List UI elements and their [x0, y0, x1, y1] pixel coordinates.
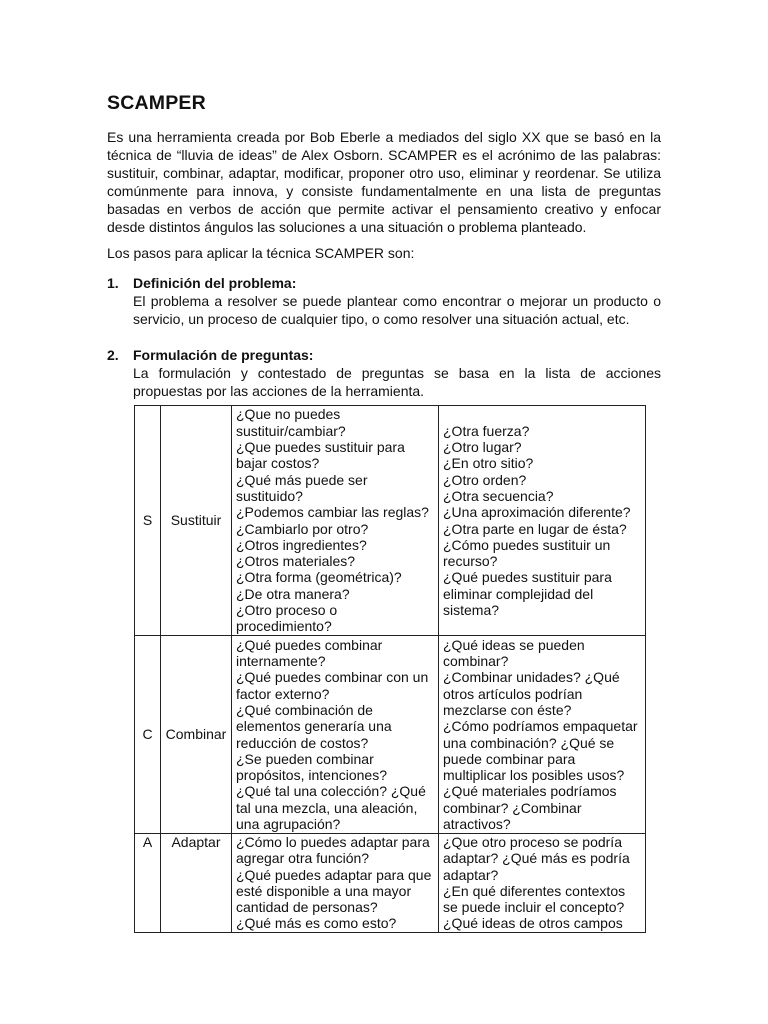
question: ¿Cómo lo puedes adaptar para agregar otra función?	[236, 834, 430, 867]
question: ¿Una aproximación diferente?	[443, 504, 631, 521]
question: ¿Que no puedes sustituir/cambiar?	[236, 406, 346, 439]
questions-column-b	[439, 834, 646, 933]
row-letter: A	[135, 834, 161, 933]
document-page	[107, 90, 661, 400]
question: ¿Que otro proceso se podría adaptar? ¿Qué más es podría adaptar?	[443, 834, 630, 883]
row-verb: Combinar	[161, 636, 232, 834]
step-number: 2.	[107, 347, 119, 363]
intro-paragraph: Es una herramienta creada por Bob Eberle a mediados del siglo XX que se basó en la técnica de “lluvia de ideas” de Alex Osborn. SCAMPER es el acrónimo de las palabras: sustituir, combinar, adaptar, modificar, proponer otro uso, eliminar y reordenar. Se utiliza comúnmente para innova, y consiste fundamentalmente en una lista de preguntas basadas en verbos de acción que permite activar el pensamiento creativo y enfocar desde distintos ángulos las soluciones a una situación o problema planteado.	[107, 129, 661, 235]
row-verb: Sustituir	[161, 406, 232, 636]
question: ¿Otra forma (geométrica)?	[236, 569, 402, 586]
question: ¿Cómo podríamos empaquetar una combinación? ¿Qué se puede combinar para multiplicar los posibles usos?	[443, 718, 638, 784]
steps-lead: Los pasos para aplicar la técnica SCAMPER son:	[107, 245, 415, 261]
question: ¿En qué diferentes contextos se puede incluir el concepto? ¿Qué ideas de otros campos	[443, 882, 626, 932]
question: ¿Podemos cambiar las reglas?	[236, 504, 429, 521]
table-row-sustituir	[135, 406, 646, 636]
question: ¿Qué puedes combinar internamente?	[236, 636, 383, 670]
scamper-table	[134, 405, 646, 933]
step-1	[107, 274, 661, 328]
question: ¿Otro proceso o procedimiento?	[236, 601, 338, 635]
question: ¿Combinar unidades? ¿Qué otros artículos podrían mezclarse con éste?	[443, 669, 620, 718]
document-title: SCAMPER	[107, 92, 206, 114]
question: ¿En otro sitio?	[443, 455, 534, 472]
question: ¿Qué puedes sustituir para eliminar complejidad del sistema?	[443, 569, 612, 618]
question: ¿Cambiarlo por otro?	[236, 520, 369, 537]
question: ¿Otra secuencia?	[443, 487, 554, 504]
question: ¿Otros materiales?	[236, 553, 356, 570]
question: ¿Qué más es como esto?	[236, 915, 397, 932]
row-verb: Adaptar	[161, 834, 232, 933]
step-title: Formulación de preguntas:	[133, 347, 314, 363]
step-number: 1.	[107, 275, 119, 291]
question: ¿Qué materiales podríamos combinar? ¿Combinar atractivos?	[443, 783, 617, 832]
question: ¿Qué puedes combinar con un factor externo?	[236, 669, 429, 702]
question: ¿Otra fuerza?	[443, 422, 530, 439]
row-letter: C	[135, 636, 161, 834]
step-title: Definición del problema:	[133, 275, 297, 291]
questions-column-b	[439, 636, 646, 834]
step-text: El problema a resolver se puede plantear como encontrar o mejorar un producto o servicio, un proceso de cualquier tipo, o como resolver una situación actual, etc.	[133, 293, 661, 327]
question: ¿De otra manera?	[236, 585, 350, 602]
question: ¿Otro lugar?	[443, 439, 522, 456]
question: ¿Cómo puedes sustituir un recurso?	[443, 536, 611, 570]
questions-column-b	[439, 406, 646, 636]
row-letter: S	[135, 406, 161, 636]
question: ¿Otros ingredientes?	[236, 536, 367, 553]
table-row-adaptar	[135, 834, 646, 933]
question: ¿Qué puedes adaptar para que esté disponible a una mayor cantidad de personas?	[236, 866, 432, 916]
question: ¿Otro orden?	[443, 471, 527, 488]
table-row-combinar	[135, 636, 646, 834]
question: ¿Qué tal una colección? ¿Qué tal una mezcla, una aleación, una agrupación?	[236, 783, 426, 832]
step-2	[107, 346, 661, 400]
question: ¿Qué combinación de elementos generaría una reducción de costos?	[236, 701, 392, 751]
question: ¿Se pueden combinar propósitos, intenciones?	[236, 750, 387, 784]
question: ¿Otra parte en lugar de ésta?	[443, 520, 627, 537]
questions-column-a	[232, 834, 439, 933]
step-text: La formulación y contestado de preguntas se basa en la lista de acciones propuestas por las acciones de la herramienta.	[133, 365, 661, 399]
question: ¿Qué ideas se pueden combinar?	[443, 636, 585, 670]
questions-column-a	[232, 636, 439, 834]
question: ¿Qué más puede ser sustituido?	[236, 471, 368, 504]
questions-column-a	[232, 406, 439, 636]
question: ¿Que puedes sustituir para bajar costos?	[236, 439, 405, 472]
